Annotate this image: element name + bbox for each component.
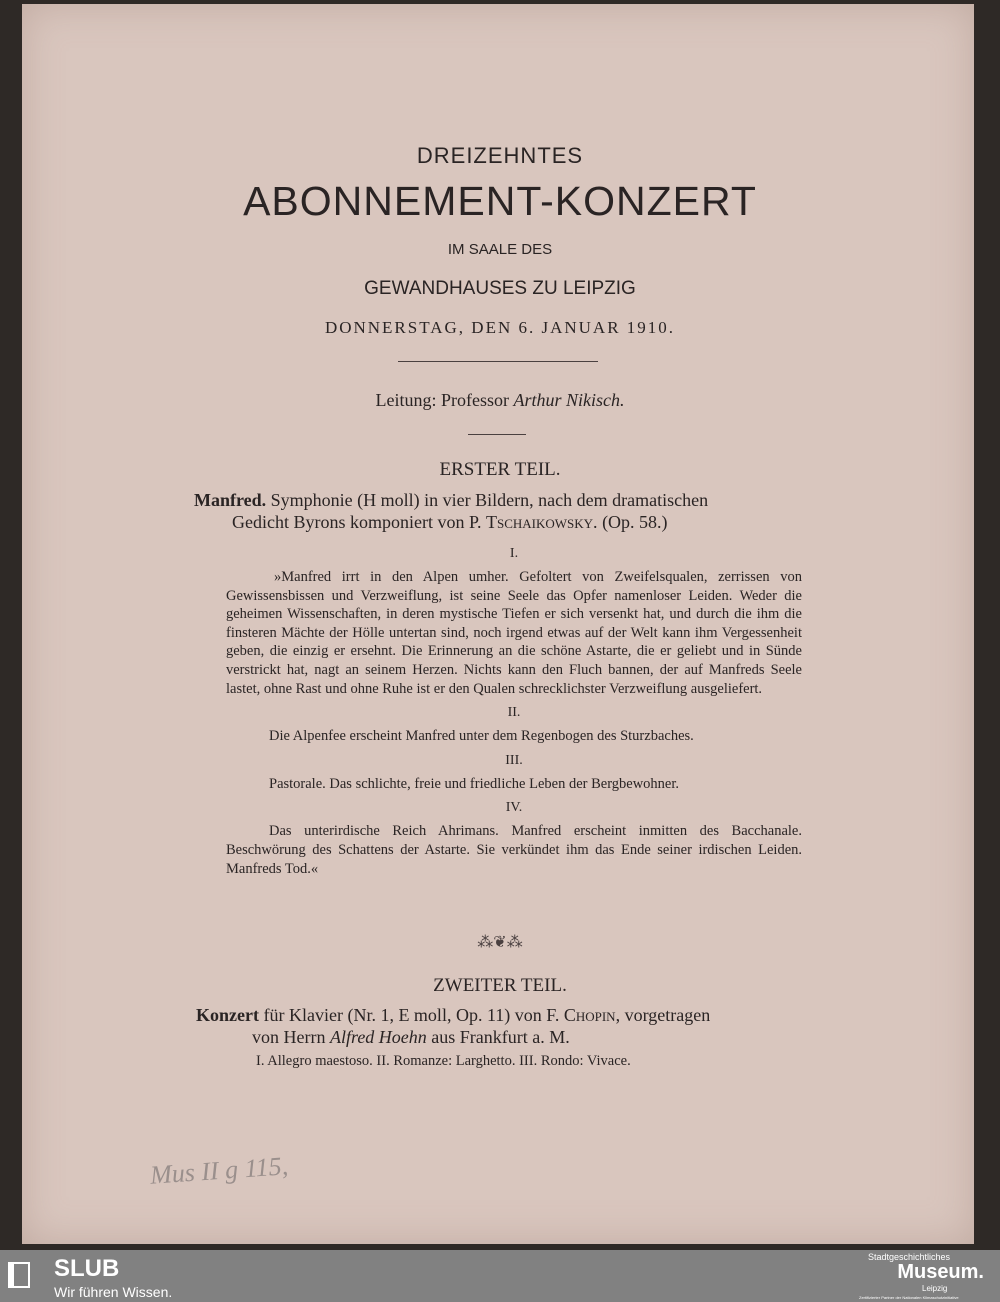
slub-logo[interactable]: SLUB <box>54 1255 120 1282</box>
composer: Tschaikowsky. <box>486 512 598 532</box>
shelfmark: Mus II g 115, <box>149 1151 289 1190</box>
footer-bar <box>0 1250 1000 1302</box>
part2-work <box>196 1004 710 1048</box>
header-venue: GEWANDHAUSES ZU LEIPZIG <box>364 278 636 299</box>
museum-logo[interactable]: Museum. <box>897 1261 984 1283</box>
book-icon <box>8 1262 30 1288</box>
work-desc-2: von Herrn <box>252 1027 326 1047</box>
work-title: Manfred. <box>194 490 267 510</box>
conductor-label: Leitung: Professor <box>375 390 509 410</box>
movement-list <box>226 545 802 884</box>
work-desc-end: vorgetragen <box>624 1005 711 1025</box>
conductor-name: Arthur Nikisch. <box>513 390 625 410</box>
slub-tagline: Wir führen Wissen. <box>54 1284 173 1300</box>
part1-heading: ERSTER TEIL. <box>439 459 561 480</box>
header-line3: IM SAALE DES <box>447 241 553 258</box>
movement-text: Pastorale. Das schlichte, freie und friedliche Leben der Bergbewohner. <box>269 775 680 792</box>
divider <box>398 361 598 362</box>
movement-numeral: III. <box>505 752 523 768</box>
movement-numeral: II. <box>507 705 521 721</box>
part2-heading: ZWEITER TEIL. <box>433 975 567 996</box>
movement-text: Das unterirdische Reich Ahrimans. Manfred erscheint inmitten des Bacchanale. Beschwörung des Schattens der Astarte. Sie verkündet ihm das Ende seiner irdischen Leiden. Manfreds Tod.« <box>226 823 802 877</box>
museum-city: Leipzig <box>922 1284 948 1293</box>
conductor <box>0 390 1000 411</box>
part2-movements: I. Allegro maestoso. II. Romanze: Larghetto. III. Rondo: Vivace. <box>256 1053 631 1069</box>
movement-numeral: IV. <box>505 800 523 816</box>
work-desc: für Klavier (Nr. 1, E moll, Op. 11) von F. <box>263 1005 560 1025</box>
concert-title: ABONNEMENT-KONZERT <box>243 178 757 224</box>
movement-numeral: I. <box>509 546 519 561</box>
museum-top: Stadtgeschichtliches <box>867 1252 950 1262</box>
opus: (Op. 58.) <box>602 512 668 532</box>
movement-text: »Manfred irrt in den Alpen umher. Gefoltert von Zweifelsqualen, zerrissen von Gewissensbissen und Verzweiflung, ist seine Seele das Opfer namenloser Leiden. Weder die geheimen Wissenschaften, in deren mystische Tiefen er sich versenkt hat, und durch die ihm die finsteren Mächte der Hölle untertan sind, noch irgend etwas auf der Welt kann ihm Vergessenheit geben, die einzig er ersehnt. Die Erinnerung an die schöne Astarte, die er geliebt und in Sünde verstrickt hat, nagt an seinem Herzen. Nichts kann den Fluch bannen, der auf Manfreds Seele lastet, ohne Rast und ohne Ruhe ist er den Qualen schrecklichster Verzweiflung ausgeliefert. <box>226 569 802 697</box>
soloist: Alfred Hoehn <box>329 1027 427 1047</box>
museum-note: Zertifizierter Partner der Nationalen Klimaschutzinitiative <box>859 1295 959 1300</box>
part1-work <box>194 489 708 533</box>
work-title: Konzert <box>196 1005 259 1025</box>
concert-date: DONNERSTAG, DEN 6. JANUAR 1910. <box>324 318 676 337</box>
header-line1: DREIZEHNTES <box>416 143 584 168</box>
divider <box>468 434 526 435</box>
ornament-icon: ⁂❦⁂ <box>477 934 523 951</box>
work-desc-2: Gedicht Byrons komponiert von P. <box>232 512 482 532</box>
composer: Chopin, <box>563 1005 621 1025</box>
work-desc-3: aus Frankfurt a. M. <box>431 1027 570 1047</box>
work-desc: Symphonie (H moll) in vier Bildern, nach dem dramatischen <box>270 490 709 510</box>
movement-text: Die Alpenfee erscheint Manfred unter dem Regenbogen des Sturzbaches. <box>269 728 694 745</box>
